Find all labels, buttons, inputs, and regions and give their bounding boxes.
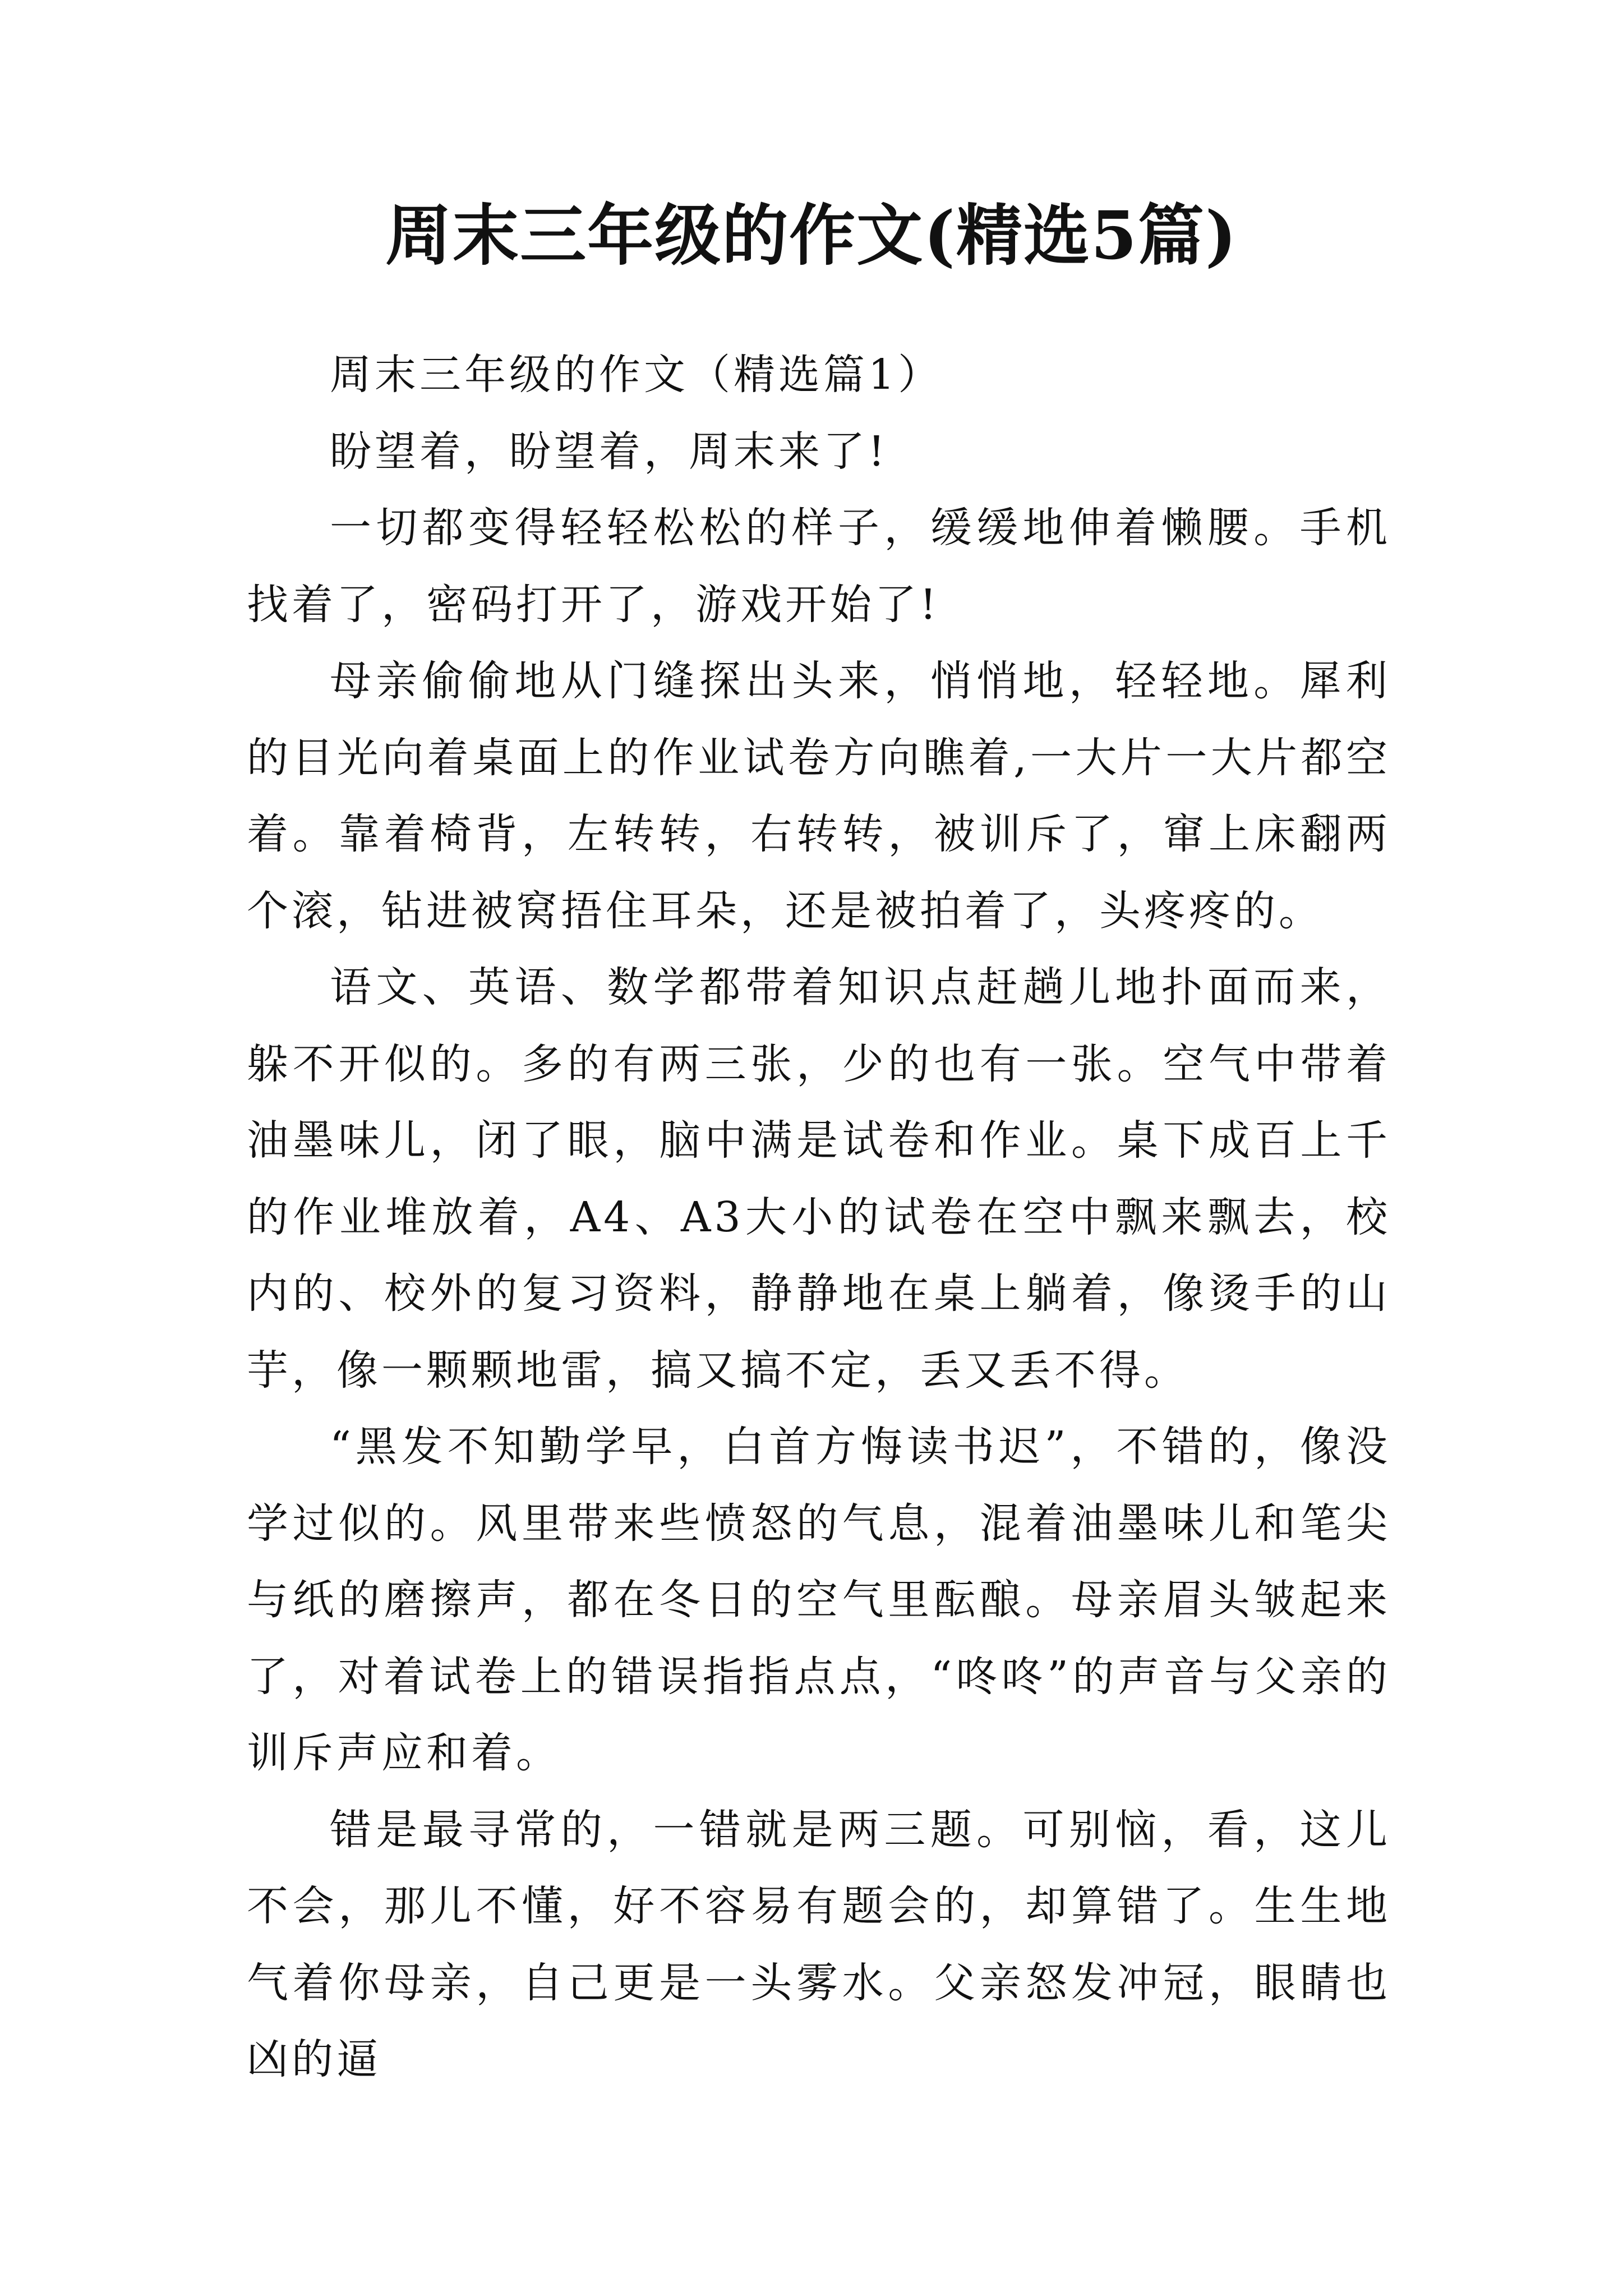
paragraph: 盼望着，盼望着，周末来了! (330, 427, 888, 476)
paragraph: 一切都变得轻轻松松的样子，缓缓地伸着懒腰。手机找着了，密码打开了，游戏开始了! (247, 504, 1391, 629)
paragraph: “黑发不知勤学早，白首方悔读书迟”，不错的，像没学过似的。风里带来些愤怒的气息，混着油墨味儿和笔尖与纸的磨擦声，都在冬日的空气里酝酿。母亲眉头皱起来了，对着试卷上的错误指指点点，“咚咚”的声音与父亲的训斥声应和着。 (247, 1423, 1391, 1777)
document-title: 周末三年级的作文(精选5篇) (385, 196, 1238, 274)
paragraph: 错是最寻常的，一错就是两三题。可别恼，看，这儿不会，那儿不懂，好不容易有题会的，却算错了。生生地气着你母亲，自己更是一头雾水。父亲怒发冲冠，眼睛也凶的逼 (247, 1805, 1391, 2083)
paragraph: 语文、英语、数学都带着知识点赶趟儿地扑面而来，躲不开似的。多的有两三张，少的也有一张。空气中带着油墨味儿，闭了眼，脑中满是试卷和作业。桌下成百上千的作业堆放着，A4、A3大小的试卷在空中飘来飘去，校内的、校外的复习资料，静静地在桌上躺着，像烫手的山芋，像一颗颗地雷，搞又搞不定，丢又丢不得。 (247, 963, 1391, 1395)
document-body (247, 337, 1391, 2098)
section-heading: 周末三年级的作文（精选篇1） (330, 351, 943, 399)
paragraph: 母亲偷偷地从门缝探出头来，悄悄地，轻轻地。犀利的目光向着桌面上的作业试卷方向瞧着,一大片一大片都空着。靠着椅背，左转转，右转转，被训斥了，窜上床翻两个滚，钻进被窝捂住耳朵，还是被拍着了，头疼疼的。 (247, 657, 1391, 935)
